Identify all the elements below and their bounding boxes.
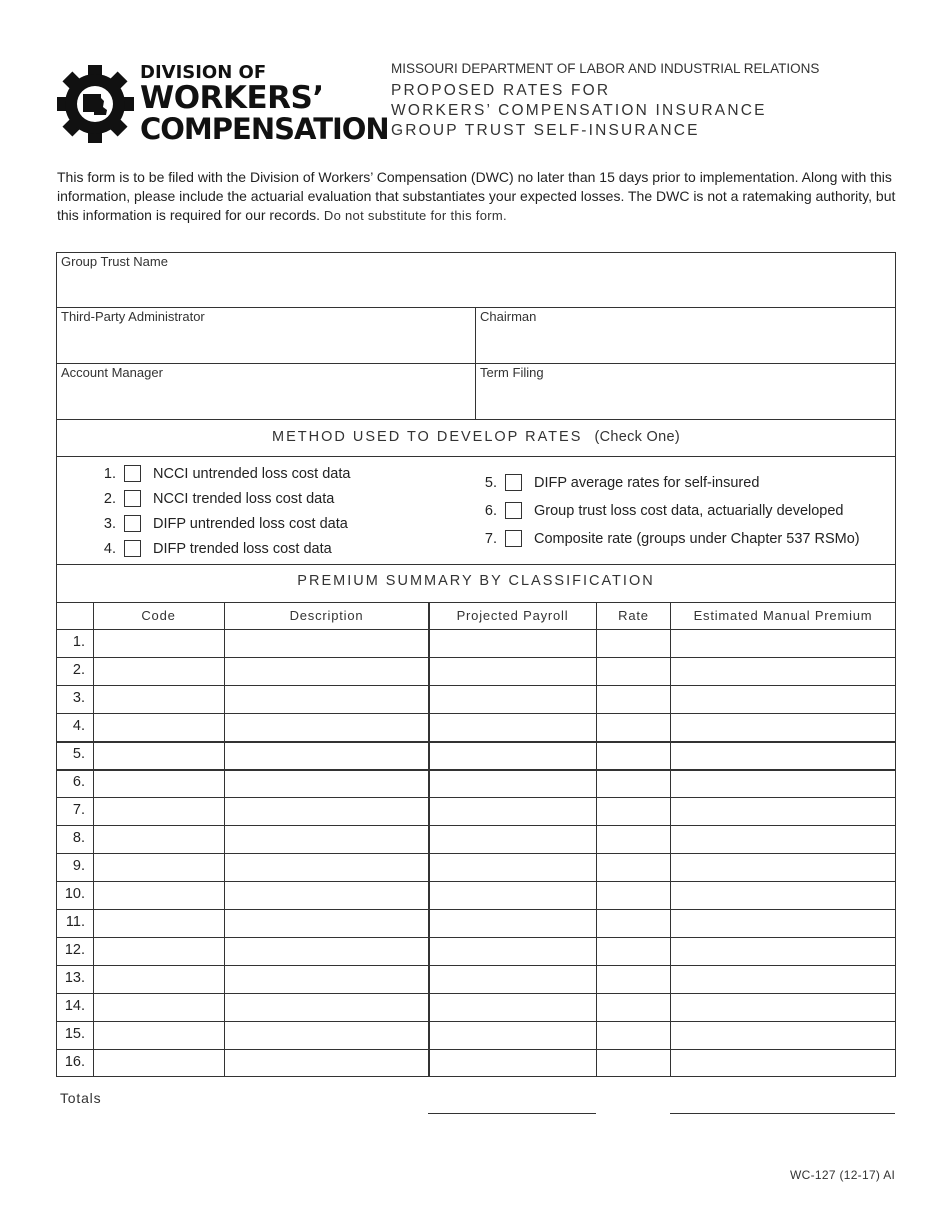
row-number: 4.: [72, 718, 85, 734]
total-premium-line[interactable]: [670, 1113, 895, 1114]
logo-wordmark: [140, 64, 389, 144]
divider: [57, 456, 895, 457]
row-divider: [57, 965, 895, 966]
gear-missouri-icon: [57, 65, 134, 143]
option-number: 2.: [103, 490, 116, 507]
option-label: DIFP trended loss cost data: [153, 540, 332, 557]
column-divider: [93, 602, 94, 1077]
form-title-line-2: WORKERS’ COMPENSATION INSURANCE: [391, 102, 767, 119]
row-number: 2.: [72, 662, 85, 678]
row-divider: [57, 657, 895, 658]
row-divider: [57, 1021, 895, 1022]
totals-label: Totals: [60, 1090, 102, 1106]
method-option-3[interactable]: [92, 515, 348, 532]
total-payroll-line[interactable]: [428, 1113, 596, 1114]
option-label: DIFP untrended loss cost data: [153, 515, 348, 532]
checkbox[interactable]: [505, 502, 522, 519]
divider: [57, 564, 895, 565]
intro-paragraph: [57, 168, 897, 225]
option-number: 4.: [103, 540, 116, 557]
row-divider: [57, 741, 895, 743]
option-number: 5.: [484, 474, 497, 491]
divider: [57, 419, 895, 420]
method-note: (Check One): [594, 429, 680, 445]
row-number: 16.: [64, 1054, 85, 1070]
option-label: NCCI untrended loss cost data: [153, 465, 351, 482]
row-divider: [57, 797, 895, 798]
checkbox[interactable]: [124, 465, 141, 482]
row-number: 15.: [64, 1026, 85, 1042]
row-number: 9.: [72, 858, 85, 874]
logo-line-1: DIVISION OF: [140, 62, 267, 83]
column-header-description: Description: [289, 608, 364, 623]
row-divider: [57, 769, 895, 771]
option-number: 6.: [484, 502, 497, 519]
group-trust-name-field[interactable]: [57, 253, 895, 307]
option-label: Group trust loss cost data, actuarially developed: [534, 502, 844, 519]
method-option-7[interactable]: [473, 530, 860, 547]
department-name: MISSOURI DEPARTMENT OF LABOR AND INDUSTRIAL RELATIONS: [391, 61, 820, 76]
row-divider: [57, 1049, 895, 1050]
row-number: 6.: [72, 774, 85, 790]
group-trust-name-label: Group Trust Name: [61, 254, 168, 269]
row-number: 7.: [72, 802, 85, 818]
checkbox[interactable]: [124, 540, 141, 557]
method-option-5[interactable]: [473, 474, 759, 491]
checkbox[interactable]: [124, 515, 141, 532]
row-divider: [57, 713, 895, 714]
intro-text: This form is to be filed with the Division of Workers’ Compensation (DWC) no later than 15 days prior to implementation. Along with this information, please include the actuarial evaluation that substantiates your expected losses. The DWC is not a ratemaking authority, but this information is required for our records.: [57, 169, 896, 223]
checkbox[interactable]: [124, 490, 141, 507]
logo-line-2: WORKERS’: [140, 80, 324, 116]
option-label: Composite rate (groups under Chapter 537 RSMo): [534, 530, 860, 547]
row-divider: [57, 825, 895, 826]
row-number: 13.: [64, 970, 85, 986]
row-number: 8.: [72, 830, 85, 846]
option-label: DIFP average rates for self-insured: [534, 474, 760, 491]
row-divider: [57, 629, 895, 630]
column-divider: [670, 602, 671, 1077]
row-divider: [57, 993, 895, 994]
option-number: 7.: [484, 530, 497, 547]
method-heading-text: METHOD USED TO DEVELOP RATES: [272, 429, 583, 445]
column-header-estimated-premium: Estimated Manual Premium: [693, 608, 873, 623]
chairman-field[interactable]: [476, 308, 895, 363]
method-heading: [57, 429, 895, 445]
option-label: NCCI trended loss cost data: [153, 490, 335, 507]
tpa-field[interactable]: [57, 308, 475, 363]
chairman-label: Chairman: [480, 309, 537, 324]
row-number: 5.: [72, 746, 85, 762]
row-number: 10.: [64, 886, 85, 902]
row-number: 11.: [65, 914, 85, 930]
account-manager-label: Account Manager: [61, 365, 163, 380]
column-divider: [428, 602, 430, 1077]
form-title: [391, 81, 767, 141]
form-title-line-3: GROUP TRUST SELF-INSURANCE: [391, 122, 700, 139]
row-divider: [57, 853, 895, 854]
method-option-4[interactable]: [92, 540, 332, 557]
row-divider: [57, 909, 895, 910]
checkbox[interactable]: [505, 474, 522, 491]
row-number: 3.: [72, 690, 85, 706]
row-number: 12.: [64, 942, 85, 958]
row-divider: [57, 685, 895, 686]
row-number: 1.: [72, 634, 85, 650]
method-option-2[interactable]: [92, 490, 334, 507]
account-manager-field[interactable]: [57, 364, 475, 419]
option-number: 1.: [103, 465, 116, 482]
tpa-label: Third-Party Administrator: [61, 309, 205, 324]
option-number: 3.: [103, 515, 116, 532]
term-filing-field[interactable]: [476, 364, 895, 419]
term-filing-label: Term Filing: [480, 365, 544, 380]
form-title-line-1: PROPOSED RATES FOR: [391, 82, 611, 99]
column-header-projected-payroll: Projected Payroll: [456, 608, 569, 623]
premium-heading: PREMIUM SUMMARY BY CLASSIFICATION: [297, 573, 655, 589]
logo-line-3: COMPENSATION: [140, 112, 389, 146]
row-divider: [57, 937, 895, 938]
column-divider: [596, 602, 597, 1077]
checkbox[interactable]: [505, 530, 522, 547]
intro-note: Do not substitute for this form.: [323, 208, 507, 223]
row-number: 14.: [64, 998, 85, 1014]
column-header-code: Code: [141, 608, 176, 623]
method-option-1[interactable]: [92, 465, 350, 482]
row-divider: [57, 881, 895, 882]
column-header-rate: Rate: [618, 608, 649, 623]
form-number: WC-127 (12-17) AI: [790, 1168, 896, 1182]
method-option-6[interactable]: [473, 502, 844, 519]
column-divider: [224, 602, 225, 1077]
